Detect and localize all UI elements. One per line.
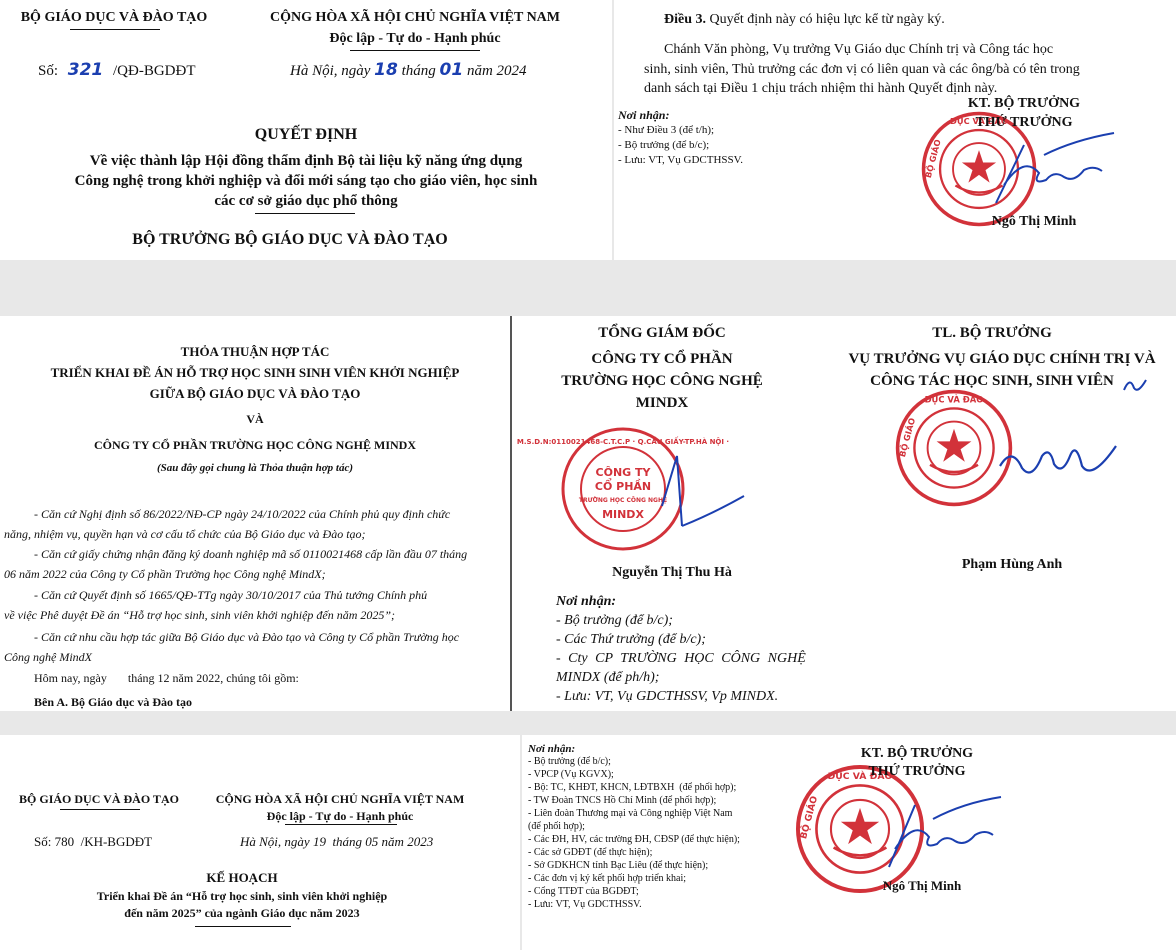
cooperation-agreement-panel [0, 316, 512, 711]
party-b-line: CÔNG TY CỔ PHẦN TRƯỜNG HỌC CÔNG NGHỆ MINDX [93, 438, 416, 452]
recipient-item: - Lưu: VT, Vụ GDCTHSSV, Vp MINDX. [556, 689, 779, 704]
agreement-subject: TRIỂN KHAI ĐỀ ÁN HỖ TRỢ HỌC SINH SINH VIÊN KHỞI NGHIỆP [50, 365, 460, 380]
article-3 [664, 12, 945, 28]
handwritten-signature [877, 787, 1007, 877]
right-handwritten-signature [992, 426, 1122, 496]
recipient-item: - Như Điều 3 (để t/h); [618, 124, 715, 136]
left-signer-title-2: CÔNG TY CỔ PHẦN [591, 351, 733, 367]
document-number: Số: 780 /KH-BGDĐT [34, 834, 153, 849]
ministry-underline [70, 29, 160, 30]
recipient-item: - TW Đoàn TNCS Hồ Chí Minh (để phối hợp); [528, 795, 717, 806]
basis-1-line-2: năng, nhiệm vụ, quyền hạn và cơ cấu tổ chức của Bộ Giáo dục và Đào tạo; [4, 527, 366, 541]
initial-mark [1122, 374, 1148, 396]
subject-underline [195, 926, 291, 927]
motto: Độc lập - Tự do - Hạnh phúc [266, 809, 414, 823]
right-signer-title-3: CÔNG TÁC HỌC SINH, SINH VIÊN [870, 373, 1114, 389]
subject-underline [255, 213, 355, 214]
issuing-authority: BỘ TRƯỞNG BỘ GIÁO DỤC VÀ ĐÀO TẠO [132, 231, 448, 248]
recipient-item: - Các sở GDĐT (để thực hiện); [528, 847, 653, 858]
recipient-item: - VPCP (Vụ KGVX); [528, 769, 614, 780]
decision-title: QUYẾT ĐỊNH [254, 126, 358, 143]
recipient-item: - Cổng TTĐT của BGDĐT; [528, 886, 639, 897]
document-number [38, 60, 196, 80]
stamp-line: CỔ PHẦN [594, 480, 652, 493]
issue-date [290, 60, 527, 80]
motto-underline [350, 50, 480, 51]
recipient-item: - Lưu: VT, Vụ GDCTHSSV. [618, 154, 743, 166]
recipient-item: - Bộ trưởng (để b/c); [556, 613, 673, 628]
meeting-date-line: Hôm nay, ngày tháng 12 năm 2022, chúng tôi gồm: [34, 671, 299, 685]
issue-date: Hà Nội, ngày 19 tháng 05 năm 2023 [240, 834, 434, 849]
plan-2023-header-panel [0, 735, 520, 950]
recipients-title: Nơi nhận: [528, 743, 576, 755]
signing-title-2: THỨ TRƯỞNG [975, 115, 1073, 130]
plan-title: KẾ HOẠCH [206, 870, 278, 885]
right-signer-title-1: TL. BỘ TRƯỞNG [932, 325, 1052, 341]
date-prefix: Hà Nội, ngày [290, 63, 371, 79]
recipient-item: (để phối hợp); [528, 821, 585, 832]
basis-2-line-2: 06 năm 2022 của Công ty Cổ phần Trường học Công nghệ MindX; [4, 567, 326, 581]
signer-name: Ngô Thị Minh [991, 214, 1077, 229]
decision-2024-header-panel [0, 0, 612, 260]
stamp-ring-text: M.S.D.N:0110021468-C.T.C.P · Q.CẦU GIẤY-TP.HÀ NỘI · [516, 438, 730, 446]
decision-2024-signature-panel [614, 0, 1176, 260]
party-a-line: GIỮA BỘ GIÁO DỤC VÀ ĐÀO TẠO [149, 386, 361, 401]
left-signer-title-4: MINDX [635, 395, 689, 411]
recipient-item: - Bộ: TC, KHĐT, KHCN, LĐTBXH (để phối hợp); [528, 782, 737, 793]
recipients-title: Nơi nhận: [618, 108, 670, 122]
decision-subject-line-1: Về việc thành lập Hội đồng thẩm định Bộ tài liệu kỹ năng ứng dụng [89, 153, 523, 169]
recipient-item: - Bộ trưởng (để b/c); [528, 756, 611, 767]
left-signer-title-3: TRƯỜNG HỌC CÔNG NGHỆ [561, 373, 763, 389]
left-handwritten-signature [652, 436, 752, 556]
right-signer-name: Phạm Hùng Anh [961, 557, 1063, 572]
signing-title-1: KT. BỘ TRƯỞNG [967, 96, 1081, 111]
ministry-name: BỘ GIÁO DỤC VÀ ĐÀO TẠO [19, 792, 179, 806]
basis-3-line-1: - Căn cứ Quyết định số 1665/QĐ-TTg ngày 30/10/2017 của Thủ tướng Chính phủ [34, 588, 428, 602]
handwritten-number: 321 [67, 60, 104, 80]
recipients-title: Nơi nhận: [556, 594, 617, 609]
stamp-line: CÔNG TY [595, 466, 651, 479]
agreement-alias: (Sau đây gọi chung là Thỏa thuận hợp tác) [157, 462, 353, 474]
recipient-item: - Các ĐH, HV, các trường ĐH, CĐSP (để thực hiện); [528, 834, 740, 845]
number-label: Số: [38, 63, 59, 79]
year-text: năm 2024 [466, 63, 527, 79]
month-label: tháng [401, 63, 436, 79]
article-label: Điều 3. [664, 12, 706, 27]
handwritten-day: 18 [374, 60, 398, 80]
execution-paragraph-line-3: danh sách tại Điều 1 chịu trách nhiệm thi hành Quyết định này. [644, 81, 998, 96]
execution-paragraph-line-1: Chánh Văn phòng, Vụ trưởng Vụ Giáo dục Chính trị và Công tác học [664, 42, 1054, 57]
party-a-heading: Bên A. Bộ Giáo dục và Đào tạo [34, 695, 193, 709]
ministry-name: BỘ GIÁO DỤC VÀ ĐÀO TẠO [20, 10, 208, 25]
stamp-line: TRƯỜNG HỌC CÔNG NGHỆ [578, 497, 668, 504]
basis-2-line-1: - Căn cứ giấy chứng nhận đăng ký doanh nghiệp mã số 0110021468 cấp lần đầu 07 tháng [34, 547, 468, 561]
left-signer-name: Nguyễn Thị Thu Hà [612, 565, 732, 580]
right-signer-title-2: VỤ TRƯỞNG VỤ GIÁO DỤC CHÍNH TRỊ VÀ [848, 351, 1156, 367]
recipient-item: - Liên đoàn Thương mại và Công nghiệp Việt Nam [528, 808, 733, 819]
stamp-line: MINDX [602, 508, 644, 521]
basis-4-line-2: Công nghệ MindX [4, 650, 92, 664]
execution-paragraph-line-2: sinh, sinh viên, Thủ trưởng các đơn vị có liên quan và các ông/bà có tên trong [644, 62, 1080, 77]
basis-1-line-1: - Căn cứ Nghị định số 86/2022/NĐ-CP ngày 24/10/2022 của Chính phủ quy định chức [34, 507, 451, 521]
recipient-item: - Cty CP TRƯỜNG HỌC CÔNG NGHỆ [556, 651, 806, 666]
recipient-item: - Lưu: VT, Vụ GDCTHSSV. [528, 899, 642, 910]
handwritten-signature [984, 125, 1134, 215]
motto: Độc lập - Tự do - Hạnh phúc [329, 31, 501, 46]
agreement-title: THỎA THUẬN HỢP TÁC [180, 344, 330, 359]
basis-3-line-2: về việc Phê duyệt Đề án “Hỗ trợ học sinh, sinh viên khởi nghiệp đến năm 2025”; [4, 608, 396, 622]
plan-2023-signature-panel [522, 735, 1176, 950]
signing-title-1: KT. BỘ TRƯỞNG [860, 746, 974, 761]
recipient-item: - Sở GDKHCN tỉnh Bạc Liêu (để thực hiện); [528, 860, 709, 871]
decision-subject-line-2: Công nghệ trong khởi nghiệp và đổi mới sáng tạo cho giáo viên, học sinh [74, 173, 538, 189]
agreement-signature-panel [512, 316, 1176, 711]
plan-subject-line-1: Triển khai Đề án “Hỗ trợ học sinh, sinh viên khởi nghiệp [96, 889, 388, 903]
recipient-item: - Bộ trưởng (để b/c); [618, 139, 710, 151]
signing-title-2: THỨ TRƯỞNG [868, 764, 966, 779]
motto-underline [285, 824, 397, 825]
ministry-underline [60, 809, 140, 810]
recipient-item: - Các đơn vị ký kết phối hợp triển khai; [528, 873, 687, 884]
decision-subject-line-3: các cơ sở giáo dục phổ thông [214, 193, 398, 209]
recipient-item: MINDX (để ph/h); [556, 670, 660, 685]
nation-name: CỘNG HÒA XÃ HỘI CHỦ NGHĨA VIỆT NAM [215, 792, 465, 806]
handwritten-month: 01 [439, 60, 464, 80]
plan-subject-line-2: đến năm 2025” của ngành Giáo dục năm 2023 [124, 906, 360, 920]
signer-name: Ngô Thị Minh [882, 878, 962, 893]
recipient-item: - Các Thứ trưởng (để b/c); [556, 632, 706, 647]
basis-4-line-1: - Căn cứ nhu cầu hợp tác giữa Bộ Giáo dục và Đào tạo và Công ty Cổ phần Trường học [34, 630, 460, 644]
nation-name: CỘNG HÒA XÃ HỘI CHỦ NGHĨA VIỆT NAM [269, 10, 560, 25]
article-text: Quyết định này có hiệu lực kể từ ngày ký. [709, 12, 945, 27]
number-code: /QĐ-BGDĐT [113, 63, 196, 79]
and-line: VÀ [246, 412, 264, 426]
left-signer-title-1: TỔNG GIÁM ĐỐC [598, 325, 726, 341]
